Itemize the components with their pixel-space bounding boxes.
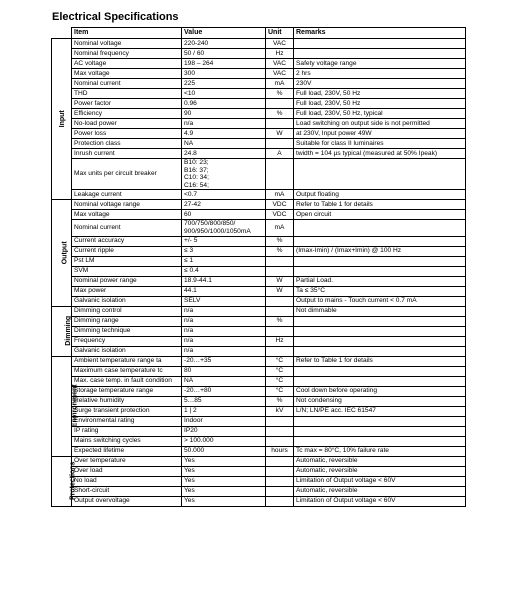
table-row <box>52 406 466 416</box>
unit-cell <box>266 266 294 276</box>
value-cell: Yes <box>182 496 266 506</box>
value-cell: 50 / 60 <box>182 49 266 59</box>
group-label: Output <box>61 241 69 265</box>
value-cell: -20…+80 <box>182 386 266 396</box>
table-row <box>52 149 466 159</box>
item-cell: Dimming range <box>72 316 182 326</box>
item-cell: Nominal current <box>72 220 182 236</box>
table-row <box>52 119 466 129</box>
table-row <box>52 286 466 296</box>
remarks-cell: Automatic, reversible <box>294 486 466 496</box>
remarks-cell: Tc max = 80°C, 10% failure rate <box>294 446 466 456</box>
remarks-cell: L/N; LN/PE acc. IEC 61547 <box>294 406 466 416</box>
value-line: B16: 37; <box>184 166 209 174</box>
remarks-cell: Load switching on output side is not permitted <box>294 119 466 129</box>
value-cell: 90 <box>182 109 266 119</box>
remarks-cell: Ta ≤ 35°C <box>294 286 466 296</box>
value-line: C10: 34; <box>184 174 209 182</box>
header-unit: Unit <box>266 28 294 39</box>
table-row <box>52 486 466 496</box>
table-row <box>52 190 466 200</box>
item-cell: Nominal voltage <box>72 39 182 49</box>
table-row <box>52 306 466 316</box>
table-row <box>52 89 466 99</box>
value-cell: Indoor <box>182 416 266 426</box>
table-row <box>52 496 466 506</box>
table-row <box>52 476 466 486</box>
remarks-cell <box>294 39 466 49</box>
remarks-cell <box>294 326 466 336</box>
unit-cell <box>266 119 294 129</box>
value-cell: 80 <box>182 366 266 376</box>
item-cell: Power factor <box>72 99 182 109</box>
table-row <box>52 386 466 396</box>
table-row <box>52 49 466 59</box>
remarks-cell <box>294 256 466 266</box>
item-cell: Short-circuit <box>72 486 182 496</box>
item-cell: Nominal power range <box>72 276 182 286</box>
unit-cell: % <box>266 109 294 119</box>
table-row <box>52 139 466 149</box>
item-cell: Galvanic isolation <box>72 296 182 306</box>
item-cell: Max voltage <box>72 210 182 220</box>
item-cell: AC voltage <box>72 59 182 69</box>
value-cell: n/a <box>182 316 266 326</box>
remarks-cell: Full load, 230V, 50 Hz, typical <box>294 109 466 119</box>
group-label-cell <box>52 356 79 456</box>
table-row <box>52 296 466 306</box>
table-row <box>52 456 466 466</box>
remarks-cell <box>294 336 466 346</box>
item-cell: Max. case temp. in fault condition <box>72 376 182 386</box>
table-row <box>52 200 466 210</box>
table-row <box>52 356 466 366</box>
item-cell: Nominal current <box>72 79 182 89</box>
unit-cell <box>266 466 294 476</box>
unit-cell: VAC <box>266 39 294 49</box>
value-line: C16: 54; <box>184 181 209 189</box>
unit-cell: % <box>266 246 294 256</box>
group-label-cell <box>52 200 72 306</box>
table-row <box>52 396 466 406</box>
remarks-cell: Refer to Table 1 for details <box>294 356 466 366</box>
unit-cell <box>266 496 294 506</box>
item-cell: No-load power <box>72 119 182 129</box>
remarks-cell: Open circuit <box>294 210 466 220</box>
value-line: 900/950/1000/1050mA <box>184 227 251 235</box>
remarks-cell: Not condensing <box>294 396 466 406</box>
unit-cell: mA <box>266 190 294 200</box>
item-cell: Storage temperature range <box>72 386 182 396</box>
remarks-cell: Automatic, reversible <box>294 456 466 466</box>
item-cell: Output overvoltage <box>72 496 182 506</box>
value-cell: Yes <box>182 456 266 466</box>
header-row <box>52 28 466 39</box>
group-label-cell <box>52 306 72 356</box>
item-cell: Max power <box>72 286 182 296</box>
table-row <box>52 236 466 246</box>
item-cell: Efficiency <box>72 109 182 119</box>
unit-cell <box>266 416 294 426</box>
remarks-cell: Output floating <box>294 190 466 200</box>
group-label-cell <box>52 39 72 200</box>
value-cell: n/a <box>182 326 266 336</box>
unit-cell: % <box>266 89 294 99</box>
value-cell: 0.96 <box>182 99 266 109</box>
remarks-cell: Safety voltage range <box>294 59 466 69</box>
table-row <box>52 59 466 69</box>
remarks-cell <box>294 159 466 190</box>
item-cell: Pst LM <box>72 256 182 266</box>
item-cell: Nominal frequency <box>72 49 182 59</box>
remarks-cell: Cool down before operating <box>294 386 466 396</box>
group-label-cell <box>52 456 77 506</box>
remarks-cell: Limitation of Output voltage < 60V <box>294 476 466 486</box>
unit-cell: W <box>266 286 294 296</box>
value-cell: 225 <box>182 79 266 89</box>
unit-cell <box>266 476 294 486</box>
unit-cell: VAC <box>266 59 294 69</box>
table-row <box>52 99 466 109</box>
item-cell: Over temperature <box>72 456 182 466</box>
item-cell: Max voltage <box>72 69 182 79</box>
table-row <box>52 39 466 49</box>
unit-cell: Hz <box>266 49 294 59</box>
unit-cell <box>266 159 294 190</box>
remarks-cell: Not dimmable <box>294 306 466 316</box>
item-cell: Dimming control <box>72 306 182 316</box>
unit-cell <box>266 346 294 356</box>
table-row <box>52 446 466 456</box>
unit-cell <box>266 256 294 266</box>
value-cell: <10 <box>182 89 266 99</box>
header-value: Value <box>182 28 266 39</box>
group-label: Protections <box>69 461 77 501</box>
item-cell: Current accuracy <box>72 236 182 246</box>
remarks-cell <box>294 346 466 356</box>
unit-cell: % <box>266 396 294 406</box>
unit-cell: mA <box>266 220 294 236</box>
item-cell: Over load <box>72 466 182 476</box>
remarks-cell: Partial Load. <box>294 276 466 286</box>
value-cell: > 100.000 <box>182 436 266 446</box>
remarks-cell: 2 hrs <box>294 69 466 79</box>
table-row <box>52 220 466 236</box>
remarks-cell: Full load, 230V, 50 Hz <box>294 89 466 99</box>
item-cell: SVM <box>72 266 182 276</box>
table-row <box>52 79 466 89</box>
unit-cell: °C <box>266 376 294 386</box>
unit-cell: VAC <box>266 69 294 79</box>
remarks-cell: 230V <box>294 79 466 89</box>
value-cell: 300 <box>182 69 266 79</box>
table-row <box>52 246 466 256</box>
item-cell: Frequency <box>72 336 182 346</box>
table-row <box>52 336 466 346</box>
remarks-cell: Output to mains - Touch current < 0.7 mA <box>294 296 466 306</box>
unit-cell: hours <box>266 446 294 456</box>
unit-cell <box>266 486 294 496</box>
remarks-cell <box>294 236 466 246</box>
item-cell: THD <box>72 89 182 99</box>
unit-cell <box>266 296 294 306</box>
item-cell: Dimming technique <box>72 326 182 336</box>
remarks-cell <box>294 436 466 446</box>
table-row <box>52 129 466 139</box>
unit-cell <box>266 436 294 446</box>
value-cell: 50.000 <box>182 446 266 456</box>
table-row <box>52 346 466 356</box>
unit-cell <box>266 326 294 336</box>
item-cell: Relative humidity <box>72 396 182 406</box>
remarks-cell <box>294 266 466 276</box>
item-cell: Ambient temperature range ta <box>72 356 182 366</box>
value-cell: 27-42 <box>182 200 266 210</box>
unit-cell: VDC <box>266 200 294 210</box>
remarks-cell: (Imax-Imin) / (Imax+Imin) @ 100 Hz <box>294 246 466 256</box>
table-row <box>52 426 466 436</box>
value-cell: 4.9 <box>182 129 266 139</box>
remarks-cell <box>294 376 466 386</box>
table-row <box>52 256 466 266</box>
unit-cell: W <box>266 276 294 286</box>
page-title: Electrical Specifications <box>52 11 179 23</box>
table-row <box>52 366 466 376</box>
value-cell: 1 | 2 <box>182 406 266 416</box>
value-cell: 44.1 <box>182 286 266 296</box>
table-row <box>52 436 466 446</box>
group-label: Environment <box>71 384 79 428</box>
unit-cell <box>266 426 294 436</box>
remarks-cell <box>294 49 466 59</box>
remarks-cell: at 230V, Input power 49W <box>294 129 466 139</box>
item-cell: Max units per circuit breaker <box>72 159 182 190</box>
value-cell <box>182 159 266 190</box>
value-cell: ≤ 0.4 <box>182 266 266 276</box>
group-label: Input <box>58 110 66 128</box>
value-cell: 5…85 <box>182 396 266 406</box>
remarks-cell: Suitable for class II luminaires <box>294 139 466 149</box>
spec-table <box>51 27 466 507</box>
value-cell: n/a <box>182 336 266 346</box>
value-cell: NA <box>182 139 266 149</box>
value-cell: ≤ 3 <box>182 246 266 256</box>
item-cell: Power loss <box>72 129 182 139</box>
item-cell: Galvanic isolation <box>72 346 182 356</box>
item-cell: No load <box>72 476 182 486</box>
value-cell: NA <box>182 376 266 386</box>
remarks-cell: Refer to Table 1 for details <box>294 200 466 210</box>
item-cell: Nominal voltage range <box>72 200 182 210</box>
table-row <box>52 466 466 476</box>
unit-cell: A <box>266 149 294 159</box>
item-cell: Environmental rating <box>72 416 182 426</box>
unit-cell <box>266 456 294 466</box>
item-cell: IP rating <box>72 426 182 436</box>
item-cell: Current ripple <box>72 246 182 256</box>
unit-cell: VDC <box>266 210 294 220</box>
item-cell: Expected lifetime <box>72 446 182 456</box>
unit-cell: W <box>266 129 294 139</box>
item-cell: Leakage current <box>72 190 182 200</box>
table-row <box>52 416 466 426</box>
unit-cell: °C <box>266 386 294 396</box>
value-line: 700/750/800/850/ <box>184 220 236 228</box>
header-remarks: Remarks <box>294 28 466 39</box>
table-row <box>52 210 466 220</box>
value-cell: n/a <box>182 119 266 129</box>
value-cell: <0.7 <box>182 190 266 200</box>
value-cell: n/a <box>182 306 266 316</box>
value-cell: ≤ 1 <box>182 256 266 266</box>
value-cell: Yes <box>182 486 266 496</box>
item-cell: Mains switching cycles <box>72 436 182 446</box>
item-cell: Inrush current <box>72 149 182 159</box>
remarks-cell <box>294 426 466 436</box>
value-cell: SELV <box>182 296 266 306</box>
value-cell: 220-240 <box>182 39 266 49</box>
unit-cell <box>266 139 294 149</box>
item-cell: Maximum case temperature tc <box>72 366 182 376</box>
value-cell <box>182 220 266 236</box>
value-cell: Yes <box>182 466 266 476</box>
table-row <box>52 159 466 190</box>
item-cell: Protection class <box>72 139 182 149</box>
table-row <box>52 326 466 336</box>
value-cell: 18.9-44.1 <box>182 276 266 286</box>
unit-cell <box>266 306 294 316</box>
remarks-cell: Full load, 230V, 50 Hz <box>294 99 466 109</box>
unit-cell: % <box>266 316 294 326</box>
remarks-cell <box>294 416 466 426</box>
remarks-cell <box>294 220 466 236</box>
group-label: Dimming <box>65 316 73 347</box>
unit-cell: kV <box>266 406 294 416</box>
value-cell: Yes <box>182 476 266 486</box>
remarks-cell <box>294 316 466 326</box>
table-row <box>52 266 466 276</box>
table-row <box>52 69 466 79</box>
unit-cell: Hz <box>266 336 294 346</box>
table-row <box>52 376 466 386</box>
unit-cell: mA <box>266 79 294 89</box>
remarks-cell: Limitation of Output voltage < 60V <box>294 496 466 506</box>
value-cell: 60 <box>182 210 266 220</box>
table-row <box>52 316 466 326</box>
remarks-cell <box>294 366 466 376</box>
value-cell: n/a <box>182 346 266 356</box>
unit-cell: °C <box>266 366 294 376</box>
table-row <box>52 276 466 286</box>
value-cell: 24.8 <box>182 149 266 159</box>
value-cell: -20…+35 <box>182 356 266 366</box>
value-cell: +/- 5 <box>182 236 266 246</box>
header-item: Item <box>72 28 182 39</box>
unit-cell <box>266 99 294 109</box>
value-line: B10: 23; <box>184 159 209 166</box>
unit-cell: °C <box>266 356 294 366</box>
value-cell: IP20 <box>182 426 266 436</box>
spec-body <box>52 39 466 507</box>
value-cell: 198 – 264 <box>182 59 266 69</box>
unit-cell: % <box>266 236 294 246</box>
remarks-cell: twidth = 104 µs typical (measured at 50% Ipeak) <box>294 149 466 159</box>
item-cell: Surge transient protection <box>72 406 182 416</box>
table-row <box>52 109 466 119</box>
header-blank <box>52 28 72 39</box>
remarks-cell: Automatic, reversible <box>294 466 466 476</box>
